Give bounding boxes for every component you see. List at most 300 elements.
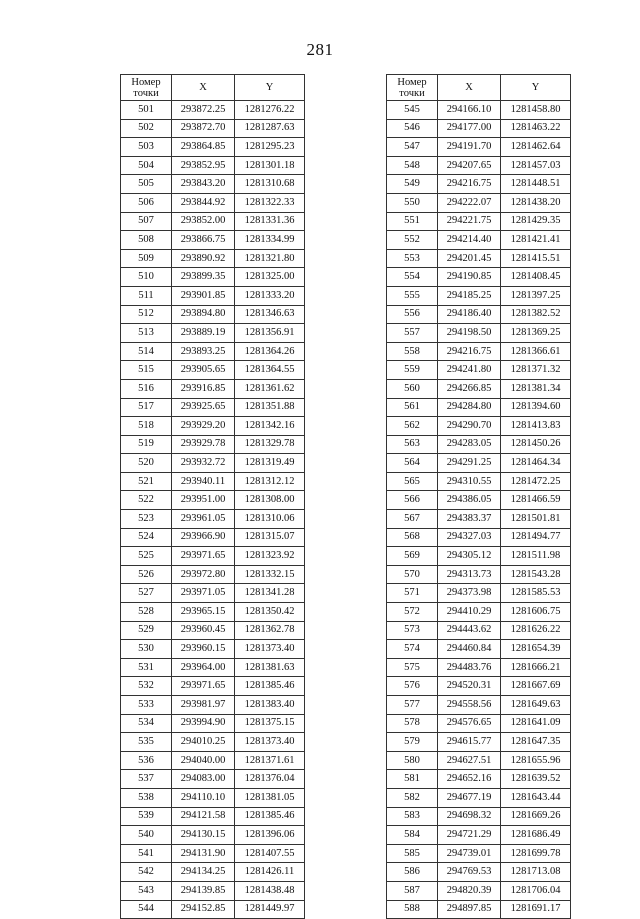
x-coordinate-cell: 294201.45 (438, 249, 501, 268)
point-number-cell: 507 (121, 212, 172, 231)
x-coordinate-cell: 293864.85 (172, 138, 235, 157)
table-row (121, 138, 305, 157)
table-row (121, 417, 305, 436)
y-coordinate-cell: 1281464.34 (501, 454, 571, 473)
y-coordinate-cell: 1281371.61 (235, 751, 305, 770)
y-coordinate-cell: 1281333.20 (235, 286, 305, 305)
x-coordinate-cell: 294177.00 (438, 119, 501, 138)
y-coordinate-cell: 1281381.05 (235, 788, 305, 807)
y-coordinate-cell: 1281366.61 (501, 342, 571, 361)
x-coordinate-cell: 294576.65 (438, 714, 501, 733)
x-coordinate-cell: 294216.75 (438, 175, 501, 194)
table-row (121, 603, 305, 622)
y-coordinate-cell: 1281364.55 (235, 361, 305, 380)
point-number-cell: 516 (121, 379, 172, 398)
x-coordinate-cell: 293890.92 (172, 249, 235, 268)
point-number-cell: 588 (387, 900, 438, 919)
table-row (387, 733, 571, 752)
table-row (387, 342, 571, 361)
x-coordinate-cell: 293893.25 (172, 342, 235, 361)
table-row (121, 807, 305, 826)
y-coordinate-cell: 1281606.75 (501, 603, 571, 622)
x-coordinate-cell: 293844.92 (172, 193, 235, 212)
y-coordinate-cell: 1281462.64 (501, 138, 571, 157)
table-row (121, 528, 305, 547)
point-number-cell: 536 (121, 751, 172, 770)
point-number-cell: 583 (387, 807, 438, 826)
table-row (387, 193, 571, 212)
point-number-header-line2: точки (399, 87, 425, 99)
x-coordinate-cell: 294139.85 (172, 881, 235, 900)
point-number-cell: 510 (121, 268, 172, 287)
y-coordinate-cell: 1281312.12 (235, 472, 305, 491)
table-row (121, 844, 305, 863)
point-number-cell: 577 (387, 696, 438, 715)
table-row (387, 156, 571, 175)
table-row (121, 491, 305, 510)
point-number-cell: 539 (121, 807, 172, 826)
table-row (387, 788, 571, 807)
y-coordinate-cell: 1281351.88 (235, 398, 305, 417)
point-number-cell: 505 (121, 175, 172, 194)
point-number-cell: 542 (121, 863, 172, 882)
y-coordinate-cell: 1281321.80 (235, 249, 305, 268)
table-row (387, 119, 571, 138)
y-coordinate-cell: 1281643.44 (501, 788, 571, 807)
x-coordinate-cell: 294483.76 (438, 658, 501, 677)
y-coordinate-cell: 1281713.08 (501, 863, 571, 882)
point-number-cell: 550 (387, 193, 438, 212)
y-coordinate-cell: 1281413.83 (501, 417, 571, 436)
table-row (121, 826, 305, 845)
x-coordinate-cell: 294373.98 (438, 584, 501, 603)
y-coordinate-cell: 1281325.00 (235, 268, 305, 287)
point-number-cell: 553 (387, 249, 438, 268)
x-coordinate-cell: 294216.75 (438, 342, 501, 361)
x-coordinate-cell: 293951.00 (172, 491, 235, 510)
x-coordinate-cell: 294558.56 (438, 696, 501, 715)
x-coordinate-cell: 294241.80 (438, 361, 501, 380)
table-row (387, 696, 571, 715)
y-coordinate-cell: 1281699.78 (501, 844, 571, 863)
x-coordinate-cell: 294627.51 (438, 751, 501, 770)
table-row (387, 361, 571, 380)
point-number-header (121, 75, 172, 101)
point-number-cell: 547 (387, 138, 438, 157)
y-coordinate-cell: 1281287.63 (235, 119, 305, 138)
x-coordinate-cell: 293843.20 (172, 175, 235, 194)
table-row (121, 751, 305, 770)
point-number-cell: 534 (121, 714, 172, 733)
y-coordinate-cell: 1281649.63 (501, 696, 571, 715)
x-coordinate-cell: 293901.85 (172, 286, 235, 305)
y-coordinate-cell: 1281667.69 (501, 677, 571, 696)
x-header: X (438, 75, 501, 101)
point-number-cell: 525 (121, 547, 172, 566)
x-coordinate-cell: 294131.90 (172, 844, 235, 863)
point-number-cell: 511 (121, 286, 172, 305)
table-row (121, 175, 305, 194)
point-number-cell: 574 (387, 640, 438, 659)
point-number-cell: 580 (387, 751, 438, 770)
x-coordinate-cell: 294130.15 (172, 826, 235, 845)
x-coordinate-cell: 293916.85 (172, 379, 235, 398)
y-coordinate-cell: 1281448.51 (501, 175, 571, 194)
table-row (121, 863, 305, 882)
x-coordinate-cell: 294383.37 (438, 510, 501, 529)
x-header: X (172, 75, 235, 101)
y-coordinate-cell: 1281310.68 (235, 175, 305, 194)
x-coordinate-cell: 293971.65 (172, 677, 235, 696)
x-coordinate-cell: 294040.00 (172, 751, 235, 770)
x-coordinate-cell: 294221.75 (438, 212, 501, 231)
table-row (387, 658, 571, 677)
y-coordinate-cell: 1281385.46 (235, 677, 305, 696)
x-coordinate-cell: 293929.20 (172, 417, 235, 436)
y-coordinate-cell: 1281686.49 (501, 826, 571, 845)
table-row (121, 900, 305, 919)
x-coordinate-cell: 293971.05 (172, 584, 235, 603)
x-coordinate-cell: 294010.25 (172, 733, 235, 752)
x-coordinate-cell: 294185.25 (438, 286, 501, 305)
y-coordinate-cell: 1281408.45 (501, 268, 571, 287)
table-row (387, 417, 571, 436)
point-number-cell: 560 (387, 379, 438, 398)
page-number: 281 (306, 40, 334, 59)
y-coordinate-cell: 1281381.63 (235, 658, 305, 677)
x-coordinate-cell: 293971.65 (172, 547, 235, 566)
y-coordinate-cell: 1281362.78 (235, 621, 305, 640)
y-coordinate-cell: 1281346.63 (235, 305, 305, 324)
table-row (121, 472, 305, 491)
y-coordinate-cell: 1281641.09 (501, 714, 571, 733)
y-coordinate-cell: 1281373.40 (235, 733, 305, 752)
table-row (387, 826, 571, 845)
y-coordinate-cell: 1281308.00 (235, 491, 305, 510)
table-row (121, 268, 305, 287)
point-number-cell: 559 (387, 361, 438, 380)
y-coordinate-cell: 1281342.16 (235, 417, 305, 436)
table-row (387, 472, 571, 491)
y-coordinate-cell: 1281450.26 (501, 435, 571, 454)
point-number-cell: 579 (387, 733, 438, 752)
table-row (387, 770, 571, 789)
x-coordinate-cell: 293960.45 (172, 621, 235, 640)
point-number-cell: 564 (387, 454, 438, 473)
table-row (387, 138, 571, 157)
y-coordinate-cell: 1281458.80 (501, 101, 571, 120)
table-row (121, 361, 305, 380)
table-row (121, 286, 305, 305)
table-row (387, 286, 571, 305)
y-coordinate-cell: 1281332.15 (235, 565, 305, 584)
point-number-cell: 558 (387, 342, 438, 361)
point-number-cell: 524 (121, 528, 172, 547)
y-coordinate-cell: 1281371.32 (501, 361, 571, 380)
x-coordinate-cell: 294284.80 (438, 398, 501, 417)
table-row (387, 175, 571, 194)
coordinates-table-right (386, 74, 571, 919)
table-row (121, 881, 305, 900)
table-row (121, 714, 305, 733)
point-number-cell: 541 (121, 844, 172, 863)
point-number-cell: 501 (121, 101, 172, 120)
x-coordinate-cell: 294820.39 (438, 881, 501, 900)
point-number-cell: 556 (387, 305, 438, 324)
x-coordinate-cell: 294652.16 (438, 770, 501, 789)
y-coordinate-cell: 1281421.41 (501, 231, 571, 250)
y-coordinate-cell: 1281315.07 (235, 528, 305, 547)
table-row (387, 435, 571, 454)
x-coordinate-cell: 294698.32 (438, 807, 501, 826)
table-row (387, 491, 571, 510)
point-number-cell: 504 (121, 156, 172, 175)
point-number-cell: 566 (387, 491, 438, 510)
point-number-cell: 585 (387, 844, 438, 863)
table-row (121, 379, 305, 398)
point-number-cell: 554 (387, 268, 438, 287)
y-coordinate-cell: 1281364.26 (235, 342, 305, 361)
y-coordinate-cell: 1281654.39 (501, 640, 571, 659)
y-coordinate-cell: 1281511.98 (501, 547, 571, 566)
coordinates-table-left (120, 74, 305, 919)
x-coordinate-cell: 293929.78 (172, 435, 235, 454)
y-coordinate-cell: 1281341.28 (235, 584, 305, 603)
x-coordinate-cell: 294739.01 (438, 844, 501, 863)
point-number-cell: 538 (121, 788, 172, 807)
point-number-cell: 520 (121, 454, 172, 473)
x-coordinate-cell: 294310.55 (438, 472, 501, 491)
y-coordinate-cell: 1281373.40 (235, 640, 305, 659)
y-coordinate-cell: 1281585.53 (501, 584, 571, 603)
table-body-right (387, 101, 571, 919)
table-row (387, 249, 571, 268)
x-coordinate-cell: 294083.00 (172, 770, 235, 789)
y-coordinate-cell: 1281666.21 (501, 658, 571, 677)
table-row (387, 900, 571, 919)
y-coordinate-cell: 1281543.28 (501, 565, 571, 584)
x-coordinate-cell: 294283.05 (438, 435, 501, 454)
x-coordinate-cell: 294190.85 (438, 268, 501, 287)
point-number-header (387, 75, 438, 101)
x-coordinate-cell: 294721.29 (438, 826, 501, 845)
table-row (387, 547, 571, 566)
point-number-cell: 571 (387, 584, 438, 603)
y-coordinate-cell: 1281331.36 (235, 212, 305, 231)
x-coordinate-cell: 293932.72 (172, 454, 235, 473)
point-number-header-line1: Номер (397, 76, 427, 88)
point-number-cell: 521 (121, 472, 172, 491)
point-number-cell: 575 (387, 658, 438, 677)
table-row (387, 398, 571, 417)
table-row (387, 268, 571, 287)
point-number-cell: 548 (387, 156, 438, 175)
point-number-cell: 562 (387, 417, 438, 436)
point-number-cell: 529 (121, 621, 172, 640)
table-row (387, 807, 571, 826)
y-coordinate-cell: 1281706.04 (501, 881, 571, 900)
table-row (387, 565, 571, 584)
y-coordinate-cell: 1281323.92 (235, 547, 305, 566)
x-coordinate-cell: 293872.70 (172, 119, 235, 138)
point-number-cell: 584 (387, 826, 438, 845)
x-coordinate-cell: 294520.31 (438, 677, 501, 696)
table-row (387, 863, 571, 882)
table-row (387, 305, 571, 324)
x-coordinate-cell: 294134.25 (172, 863, 235, 882)
table-row (121, 696, 305, 715)
y-coordinate-cell: 1281394.60 (501, 398, 571, 417)
y-coordinate-cell: 1281295.23 (235, 138, 305, 157)
point-number-cell: 532 (121, 677, 172, 696)
point-number-cell: 512 (121, 305, 172, 324)
point-number-cell: 523 (121, 510, 172, 529)
table-row (387, 844, 571, 863)
point-number-cell: 515 (121, 361, 172, 380)
y-coordinate-cell: 1281501.81 (501, 510, 571, 529)
table-row (121, 119, 305, 138)
y-coordinate-cell: 1281426.11 (235, 863, 305, 882)
table-row (121, 101, 305, 120)
point-number-cell: 569 (387, 547, 438, 566)
point-number-cell: 535 (121, 733, 172, 752)
y-coordinate-cell: 1281415.51 (501, 249, 571, 268)
point-number-cell: 549 (387, 175, 438, 194)
table-row (387, 528, 571, 547)
table-row (121, 788, 305, 807)
x-coordinate-cell: 294207.65 (438, 156, 501, 175)
y-coordinate-cell: 1281466.59 (501, 491, 571, 510)
x-coordinate-cell: 294460.84 (438, 640, 501, 659)
y-coordinate-cell: 1281397.25 (501, 286, 571, 305)
point-number-cell: 587 (387, 881, 438, 900)
point-number-cell: 522 (121, 491, 172, 510)
x-coordinate-cell: 293972.80 (172, 565, 235, 584)
table-row (121, 454, 305, 473)
table-row (121, 770, 305, 789)
y-coordinate-cell: 1281301.18 (235, 156, 305, 175)
y-coordinate-cell: 1281647.35 (501, 733, 571, 752)
y-coordinate-cell: 1281361.62 (235, 379, 305, 398)
point-number-cell: 551 (387, 212, 438, 231)
y-coordinate-cell: 1281356.91 (235, 324, 305, 343)
point-number-cell: 557 (387, 324, 438, 343)
table-row (387, 677, 571, 696)
table-row (387, 640, 571, 659)
table-row (121, 435, 305, 454)
point-number-cell: 526 (121, 565, 172, 584)
point-number-cell: 540 (121, 826, 172, 845)
y-coordinate-cell: 1281396.06 (235, 826, 305, 845)
x-coordinate-cell: 294222.07 (438, 193, 501, 212)
point-number-cell: 567 (387, 510, 438, 529)
point-number-cell: 563 (387, 435, 438, 454)
y-coordinate-cell: 1281472.25 (501, 472, 571, 491)
table-row (121, 305, 305, 324)
table-row (121, 658, 305, 677)
y-coordinate-cell: 1281639.52 (501, 770, 571, 789)
point-number-cell: 502 (121, 119, 172, 138)
point-number-cell: 582 (387, 788, 438, 807)
table-row (121, 231, 305, 250)
point-number-cell: 586 (387, 863, 438, 882)
table-row (387, 584, 571, 603)
table-row (121, 547, 305, 566)
point-number-cell: 568 (387, 528, 438, 547)
y-coordinate-cell: 1281310.06 (235, 510, 305, 529)
point-number-cell: 508 (121, 231, 172, 250)
x-coordinate-cell: 294152.85 (172, 900, 235, 919)
table-row (387, 231, 571, 250)
x-coordinate-cell: 294677.19 (438, 788, 501, 807)
point-number-cell: 533 (121, 696, 172, 715)
y-header: Y (501, 75, 571, 101)
point-number-cell: 552 (387, 231, 438, 250)
x-coordinate-cell: 294198.50 (438, 324, 501, 343)
y-coordinate-cell: 1281669.26 (501, 807, 571, 826)
x-coordinate-cell: 294615.77 (438, 733, 501, 752)
y-coordinate-cell: 1281449.97 (235, 900, 305, 919)
y-coordinate-cell: 1281329.78 (235, 435, 305, 454)
table-header-row (387, 75, 571, 101)
y-coordinate-cell: 1281334.99 (235, 231, 305, 250)
x-coordinate-cell: 293899.35 (172, 268, 235, 287)
table-row (387, 454, 571, 473)
y-coordinate-cell: 1281319.49 (235, 454, 305, 473)
point-number-cell: 530 (121, 640, 172, 659)
table-row (387, 881, 571, 900)
point-number-cell: 514 (121, 342, 172, 361)
x-coordinate-cell: 294214.40 (438, 231, 501, 250)
table-row (121, 193, 305, 212)
point-number-cell: 576 (387, 677, 438, 696)
point-number-cell: 546 (387, 119, 438, 138)
x-coordinate-cell: 294121.58 (172, 807, 235, 826)
table-row (387, 621, 571, 640)
x-coordinate-cell: 293852.00 (172, 212, 235, 231)
table-row (121, 156, 305, 175)
point-number-cell: 544 (121, 900, 172, 919)
point-number-cell: 578 (387, 714, 438, 733)
point-number-cell: 572 (387, 603, 438, 622)
point-number-cell: 528 (121, 603, 172, 622)
x-coordinate-cell: 293940.11 (172, 472, 235, 491)
point-number-cell: 573 (387, 621, 438, 640)
point-number-cell: 517 (121, 398, 172, 417)
table-row (121, 342, 305, 361)
y-coordinate-cell: 1281429.35 (501, 212, 571, 231)
x-coordinate-cell: 294769.53 (438, 863, 501, 882)
table-row (387, 379, 571, 398)
x-coordinate-cell: 294290.70 (438, 417, 501, 436)
x-coordinate-cell: 294327.03 (438, 528, 501, 547)
y-coordinate-cell: 1281383.40 (235, 696, 305, 715)
x-coordinate-cell: 293905.65 (172, 361, 235, 380)
y-coordinate-cell: 1281655.96 (501, 751, 571, 770)
y-coordinate-cell: 1281438.48 (235, 881, 305, 900)
y-coordinate-cell: 1281375.15 (235, 714, 305, 733)
x-coordinate-cell: 293925.65 (172, 398, 235, 417)
point-number-cell: 543 (121, 881, 172, 900)
table-row (121, 621, 305, 640)
x-coordinate-cell: 294897.85 (438, 900, 501, 919)
y-coordinate-cell: 1281407.55 (235, 844, 305, 863)
table-row (387, 603, 571, 622)
table-row (387, 101, 571, 120)
point-number-cell: 531 (121, 658, 172, 677)
point-number-cell: 570 (387, 565, 438, 584)
table-row (387, 324, 571, 343)
